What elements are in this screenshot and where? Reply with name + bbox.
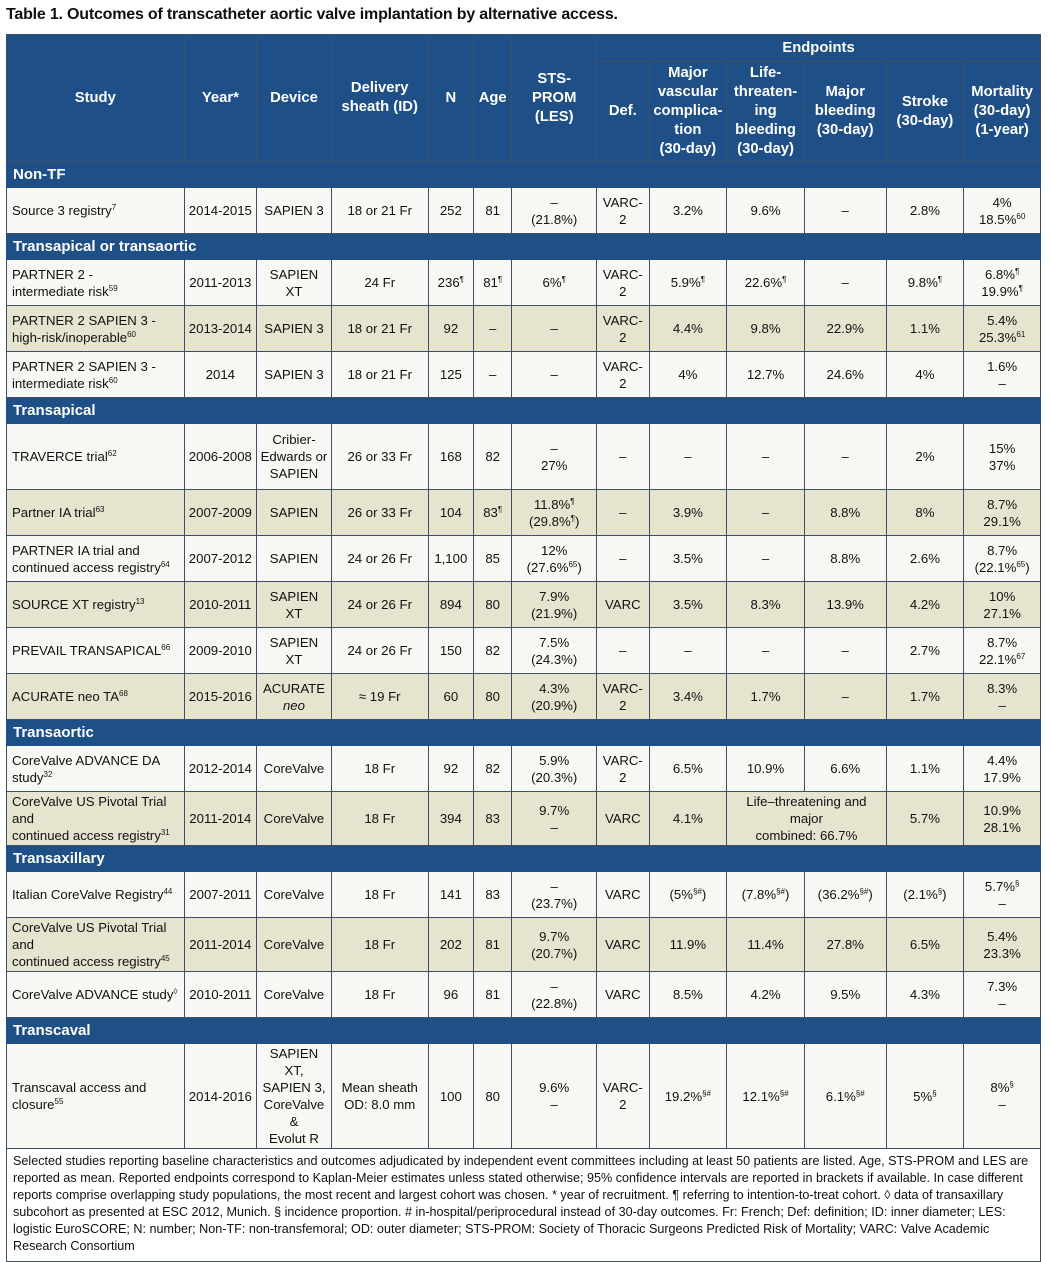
cell-mort: 8.7% 29.1% [964,490,1041,536]
cell-def: – [597,536,649,582]
cell-device: CoreValve [257,746,332,792]
cell-mvc: 8.5% [649,972,727,1018]
cell-year: 2013-2014 [184,306,257,352]
cell-mvc: – [649,628,727,674]
cell-n: 236¶ [428,260,473,306]
cell-year: 2014-2016 [184,1044,257,1149]
cell-def: VARC [597,972,649,1018]
cell-def: VARC-2 [597,1044,649,1149]
cell-sts: – [512,352,597,398]
cell-sheath: 18 Fr [331,918,428,972]
cell-stroke: 2.6% [886,536,964,582]
table-row [7,424,1041,490]
cell-age: – [474,306,512,352]
cell-n: 150 [428,628,473,674]
cell-mb: – [804,628,886,674]
col-study: Study [7,35,185,162]
cell-age: 81 [474,972,512,1018]
cell-year: 2010-2011 [184,972,257,1018]
table-row [7,918,1041,972]
cell-mvc: 3.4% [649,674,727,720]
cell-mvc: 4.4% [649,306,727,352]
cell-n: 894 [428,582,473,628]
cell-study: PARTNER 2 - intermediate risk$^{59}$ [7,260,185,306]
cell-stroke: 2% [886,424,964,490]
cell-device: CoreValve [257,918,332,972]
table-row [7,972,1041,1018]
cell-study: ACURATE neo TA$^{68}$ [7,674,185,720]
cell-device: CoreValve [257,792,332,846]
cell-device: CoreValve [257,972,332,1018]
cell-n: 96 [428,972,473,1018]
cell-study: Source 3 registry$^7$ [7,188,185,234]
cell-stroke: 1.7% [886,674,964,720]
cell-stroke: 1.1% [886,746,964,792]
cell-sts: – (22.8%) [512,972,597,1018]
table-header [7,35,1041,162]
cell-ltb: 1.7% [727,674,805,720]
col-age: Age [474,35,512,162]
cell-year: 2011-2014 [184,792,257,846]
cell-device: ACURATE neo [257,674,332,720]
cell-sts: – (23.7%) [512,872,597,918]
table-row [7,188,1041,234]
col-def: Def. [597,62,649,162]
cell-n: 100 [428,1044,473,1149]
table-title: Table 1. Outcomes of transcatheter aortic valve implantation by alternative access. [6,6,618,23]
cell-mvc: 3.5% [649,536,727,582]
cell-year: 2012-2014 [184,746,257,792]
cell-study: CoreValve US Pivotal Trial and continued access registry$^{31}$ [7,792,185,846]
table-row [7,1044,1041,1149]
cell-mb: 22.9% [804,306,886,352]
cell-stroke: 6.5% [886,918,964,972]
cell-year: 2007-2009 [184,490,257,536]
cell-mort: 15% 37% [964,424,1041,490]
cell-age: 80 [474,582,512,628]
cell-mb: 6.1%§# [804,1044,886,1149]
cell-device: SAPIEN XT [257,582,332,628]
cell-def: VARC-2 [597,260,649,306]
cell-study: Italian CoreValve Registry$^{44}$ [7,872,185,918]
cell-mb: 6.6% [804,746,886,792]
cell-study: Partner IA trial$^{63}$ [7,490,185,536]
cell-age: 80 [474,1044,512,1149]
cell-sts: 9.7% (20.7%) [512,918,597,972]
cell-n: 202 [428,918,473,972]
cell-device: SAPIEN XT [257,260,332,306]
cell-stroke: 5.7% [886,792,964,846]
section-title: Transaortic [7,720,1041,746]
cell-mort: 8.3% – [964,674,1041,720]
cell-ltb: 11.4% [727,918,805,972]
cell-year: 2011-2013 [184,260,257,306]
cell-age: 83 [474,792,512,846]
cell-mort: 7.3% – [964,972,1041,1018]
cell-def: – [597,628,649,674]
section-title: Transaxillary [7,846,1041,872]
section-header [7,162,1041,188]
cell-mort: 5.4% 23.3% [964,918,1041,972]
cell-sheath: 24 or 26 Fr [331,628,428,674]
cell-ltb: (7.8%§#) [727,872,805,918]
cell-study: PARTNER IA trial and continued access registry$^{64}$ [7,536,185,582]
cell-study: PREVAIL TRANSAPICAL$^{66}$ [7,628,185,674]
cell-mvc: 11.9% [649,918,727,972]
cell-def: VARC [597,918,649,972]
cell-def: VARC-2 [597,352,649,398]
table-row [7,306,1041,352]
cell-study: CoreValve ADVANCE DA study$^{32}$ [7,746,185,792]
cell-mb: 24.6% [804,352,886,398]
col-year: Year* [184,35,257,162]
cell-n: 168 [428,424,473,490]
table-row [7,260,1041,306]
cell-study: CoreValve US Pivotal Trial and continued access registry$^{45}$ [7,918,185,972]
cell-year: 2014-2015 [184,188,257,234]
section-header [7,398,1041,424]
cell-study: PARTNER 2 SAPIEN 3 - high-risk/inoperable$^{60}$ [7,306,185,352]
cell-stroke: 2.8% [886,188,964,234]
cell-mb: – [804,424,886,490]
section-title: Transapical or transaortic [7,234,1041,260]
cell-ltb: 12.1%§# [727,1044,805,1149]
section-header [7,846,1041,872]
cell-device: SAPIEN XT [257,628,332,674]
cell-mort: 10.9% 28.1% [964,792,1041,846]
cell-ltb: 22.6%¶ [727,260,805,306]
cell-mort: 10% 27.1% [964,582,1041,628]
table-row [7,352,1041,398]
cell-mort: 4.4% 17.9% [964,746,1041,792]
cell-def: VARC-2 [597,188,649,234]
cell-sts: 5.9% (20.3%) [512,746,597,792]
section-title: Transcaval [7,1018,1041,1044]
section-header [7,1018,1041,1044]
cell-sheath: 24 or 26 Fr [331,536,428,582]
cell-n: 394 [428,792,473,846]
cell-ltb: 12.7% [727,352,805,398]
cell-sheath: 24 or 26 Fr [331,582,428,628]
cell-device: SAPIEN XT, SAPIEN 3, CoreValve & Evolut R [257,1044,332,1149]
cell-study: SOURCE XT registry$^{13}$ [7,582,185,628]
cell-device: SAPIEN 3 [257,306,332,352]
cell-stroke: 9.8%¶ [886,260,964,306]
cell-n: 60 [428,674,473,720]
cell-mvc: 4.1% [649,792,727,846]
cell-mvc: 6.5% [649,746,727,792]
cell-sheath: 26 or 33 Fr [331,490,428,536]
cell-ltb: – [727,628,805,674]
cell-n: 104 [428,490,473,536]
cell-sheath: 18 Fr [331,792,428,846]
cell-sheath: 18 Fr [331,746,428,792]
section-title: Transapical [7,398,1041,424]
cell-sheath: 18 Fr [331,872,428,918]
section-header [7,720,1041,746]
cell-study: PARTNER 2 SAPIEN 3 - intermediate risk$^{60}$ [7,352,185,398]
cell-device: Cribier- Edwards or SAPIEN [257,424,332,490]
cell-n: 1,100 [428,536,473,582]
col-mortality: Mortality (30-day) (1-year) [964,62,1041,162]
cell-n: 252 [428,188,473,234]
cell-year: 2006-2008 [184,424,257,490]
cell-mort: 6.8%¶ 19.9%¶ [964,260,1041,306]
col-stroke: Stroke (30-day) [886,62,964,162]
cell-device: SAPIEN [257,536,332,582]
cell-stroke: 4.2% [886,582,964,628]
table-row [7,490,1041,536]
col-major-bleeding: Major bleeding (30-day) [804,62,886,162]
cell-ltb: 4.2% [727,972,805,1018]
col-major-vascular: Major vascular complica- tion (30-day) [649,62,727,162]
cell-mb: 8.8% [804,490,886,536]
cell-device: SAPIEN [257,490,332,536]
cell-device: SAPIEN 3 [257,188,332,234]
section-header [7,234,1041,260]
cell-mort: 8.7% 22.1%$^{67}$ [964,628,1041,674]
cell-age: 85 [474,536,512,582]
cell-mb: 27.8% [804,918,886,972]
cell-sheath: 18 or 21 Fr [331,352,428,398]
cell-year: 2007-2012 [184,536,257,582]
col-life-threatening-bleeding: Life- threaten- ing bleeding (30-day) [727,62,805,162]
cell-mvc: 3.5% [649,582,727,628]
cell-mb: 8.8% [804,536,886,582]
cell-def: – [597,490,649,536]
cell-ltb: – [727,536,805,582]
table-row [7,872,1041,918]
cell-sts: – (21.8%) [512,188,597,234]
cell-mb: 13.9% [804,582,886,628]
col-group-endpoints: Endpoints [597,35,1041,62]
cell-study: CoreValve ADVANCE study◊ [7,972,185,1018]
col-sts-prom: STS-PROM (LES) [512,35,597,162]
cell-year: 2007-2011 [184,872,257,918]
cell-sts: – 27% [512,424,597,490]
cell-mvc: – [649,424,727,490]
cell-mb: 9.5% [804,972,886,1018]
cell-sts: 4.3% (20.9%) [512,674,597,720]
cell-mort: 8.7% (22.1%$^{65}$) [964,536,1041,582]
cell-stroke: 2.7% [886,628,964,674]
cell-stroke: 5%§ [886,1044,964,1149]
cell-sts: 11.8%¶ (29.8%¶) [512,490,597,536]
cell-age: 81 [474,918,512,972]
cell-year: 2010-2011 [184,582,257,628]
table-body [7,162,1041,1149]
cell-age: – [474,352,512,398]
cell-sts: 7.5% (24.3%) [512,628,597,674]
cell-n: 125 [428,352,473,398]
cell-stroke: 4% [886,352,964,398]
cell-mb: – [804,674,886,720]
cell-def: VARC-2 [597,674,649,720]
cell-mvc: 4% [649,352,727,398]
cell-ltb: 9.8% [727,306,805,352]
cell-sts: 9.6% – [512,1044,597,1149]
cell-age: 80 [474,674,512,720]
cell-sheath: Mean sheath OD: 8.0 mm [331,1044,428,1149]
cell-stroke: 8% [886,490,964,536]
cell-stroke: 4.3% [886,972,964,1018]
cell-device: CoreValve [257,872,332,918]
cell-n: 141 [428,872,473,918]
cell-mort: 8%§ – [964,1044,1041,1149]
cell-year: 2011-2014 [184,918,257,972]
section-title: Non-TF [7,162,1041,188]
cell-sts: 9.7% – [512,792,597,846]
cell-device: SAPIEN 3 [257,352,332,398]
cell-ltb: 9.6% [727,188,805,234]
cell-stroke: (2.1%§) [886,872,964,918]
col-device: Device [257,35,332,162]
cell-sts: 12% (27.6%$^{65}$) [512,536,597,582]
cell-age: 82 [474,746,512,792]
cell-sheath: ≈ 19 Fr [331,674,428,720]
cell-year: 2009-2010 [184,628,257,674]
cell-year: 2014 [184,352,257,398]
table-row [7,746,1041,792]
cell-sheath: 18 or 21 Fr [331,306,428,352]
cell-def: VARC-2 [597,306,649,352]
cell-mb: – [804,260,886,306]
cell-age: 81 [474,188,512,234]
cell-age: 83 [474,872,512,918]
cell-ltb: – [727,424,805,490]
cell-mvc: 3.2% [649,188,727,234]
table-row [7,582,1041,628]
cell-ltb-mb-combined: Life–threatening and major combined: 66.7% [727,792,886,846]
cell-def: VARC-2 [597,746,649,792]
table-row [7,628,1041,674]
cell-study: TRAVERCE trial$^{62}$ [7,424,185,490]
cell-stroke: 1.1% [886,306,964,352]
cell-mort: 5.4% 25.3%$^{61}$ [964,306,1041,352]
table-row [7,792,1041,846]
table-row [7,674,1041,720]
cell-n: 92 [428,746,473,792]
cell-n: 92 [428,306,473,352]
cell-def: VARC [597,582,649,628]
footnote: Selected studies reporting baseline characteristics and outcomes adjudicated by independent event committees including at least 50 patients are listed. Age, STS-PROM and LES are reported as mean. Reported endpoints correspond to Kaplan-Meier estimates unless stated otherwise; 95% confidence intervals are reported in brackets if available. In case different reports comprise overlapping study populations, the most recent and largest cohort was chosen. * year of recruitment. ¶ referring to intention-to-treat cohort. ◊ data of transaxillary subcohort as presented at ESC 2012, Munich. § incidence proportion. # in-hospital/periprocedural instead of 30-day outcomes. Fr: French; Def: definition; ID: inner diameter; LES: logistic EuroSCORE; N: number; Non-TF: non-transfemoral; OD: outer diameter; STS-PROM: Society of Thoracic Surgeons Predicted Risk of Mortality; VARC: Valve Academic Research Consortium [7,1149,1041,1262]
table-row [7,536,1041,582]
cell-mb: (36.2%§#) [804,872,886,918]
cell-sheath: 18 Fr [331,972,428,1018]
col-sheath: Delivery sheath (ID) [331,35,428,162]
cell-mvc: 19.2%§# [649,1044,727,1149]
cell-mvc: 5.9%¶ [649,260,727,306]
col-n: N [428,35,473,162]
cell-year: 2015-2016 [184,674,257,720]
cell-ltb: 10.9% [727,746,805,792]
cell-age: 82 [474,628,512,674]
cell-sheath: 26 or 33 Fr [331,424,428,490]
cell-sheath: 24 Fr [331,260,428,306]
cell-age: 83¶ [474,490,512,536]
cell-age: 81¶ [474,260,512,306]
cell-mort: 4% 18.5%$^{60}$ [964,188,1041,234]
cell-mvc: (5%§#) [649,872,727,918]
cell-mvc: 3.9% [649,490,727,536]
cell-ltb: 8.3% [727,582,805,628]
outcomes-table [6,34,1041,1262]
cell-age: 82 [474,424,512,490]
cell-study: Transcaval access and closure$^{55}$ [7,1044,185,1149]
cell-def: VARC [597,872,649,918]
cell-sts: – [512,306,597,352]
cell-sts: 7.9% (21.9%) [512,582,597,628]
cell-sts: 6%¶ [512,260,597,306]
outcomes-table-wrapper [6,34,1041,1262]
cell-mort: 5.7%§ – [964,872,1041,918]
cell-def: – [597,424,649,490]
cell-mort: 1.6% – [964,352,1041,398]
cell-ltb: – [727,490,805,536]
cell-sheath: 18 or 21 Fr [331,188,428,234]
cell-def: VARC [597,792,649,846]
cell-mb: – [804,188,886,234]
